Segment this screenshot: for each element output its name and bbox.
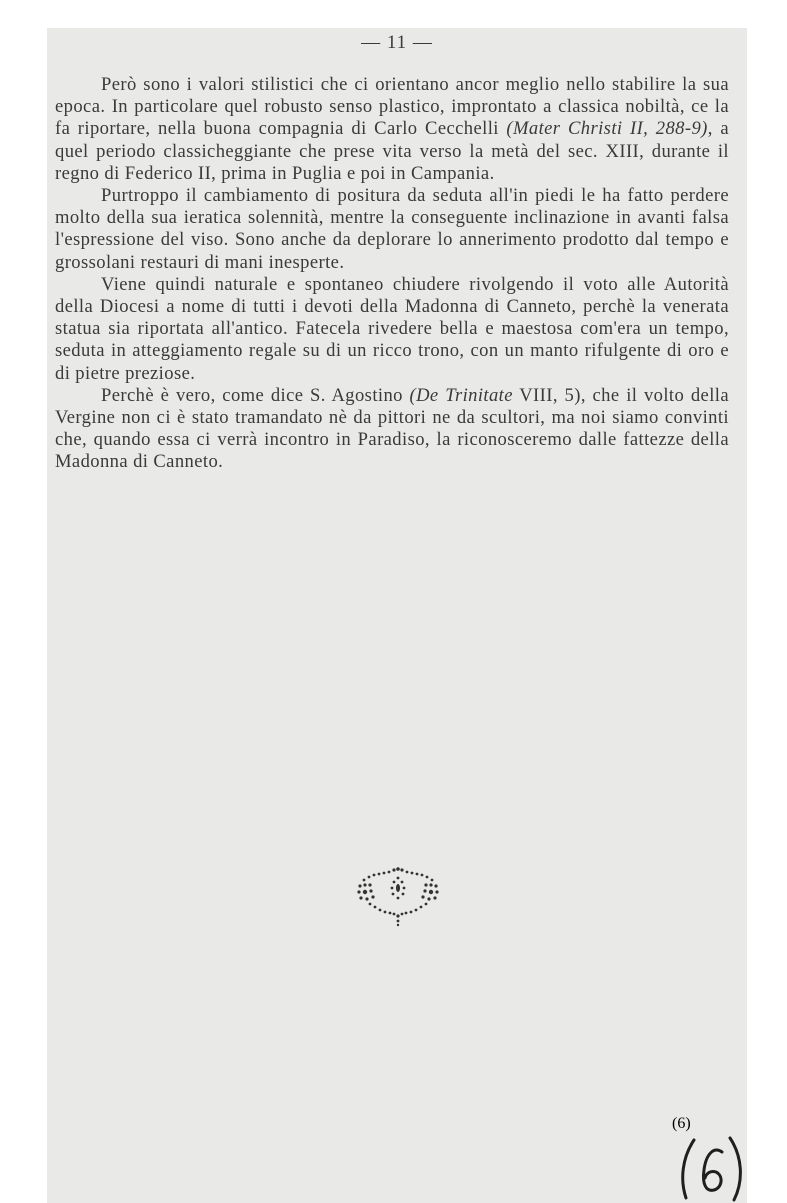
- citation-de-trinitate: (De Trinitate: [409, 384, 513, 406]
- paragraph-4-text-end: VIII, 5), che il volto della Vergine non ci è stato tramandato nè da pittori ne da scultori, ma noi siamo convinti che, quando essa ci verrà incontro in Paradiso, la riconosceremo dalle fattezze della Madonna di Canneto.: [55, 384, 729, 473]
- paper-sheet: [47, 28, 747, 1203]
- paragraph-4: [55, 385, 729, 474]
- handwritten-mark-text: (6): [672, 1115, 691, 1132]
- body-text: [55, 74, 729, 474]
- citation-mater-christi: (Mater Christi II, 288-9): [506, 118, 708, 140]
- ornament-icon: [350, 864, 446, 928]
- handwritten-page-mark: [672, 1115, 747, 1203]
- paragraph-4-text: Perchè è vero, come dice S. Agostino: [101, 384, 410, 406]
- paragraph-1-text-end: , a quel periodo classicheggiante che prese vita verso la metà del sec. XIII, durante il regno di Federico II, prima in Puglia e poi in Campania.: [55, 118, 729, 184]
- paragraph-3-text: Viene quindi naturale e spontaneo chiudere rivolgendo il voto alle Autorità della Diocesi a nome di tutti i devoti della Madonna di Canneto, perchè la venerata statua sia riportata all'antico. Fatecela rivedere bella e maestosa com'era un tempo, seduta in atteggiamento regale su di un ricco trono, con un manto rifulgente di oro e di pietre preziose.: [55, 273, 729, 384]
- paragraph-1-text: Però sono i valori stilistici che ci orientano ancor meglio nello stabilire la sua epoca. In particolare quel robusto senso plastico, improntato a classica nobiltà, ce la fa riportare, nella buona compagnia di Carlo Cecchelli: [55, 74, 729, 140]
- paragraph-2: [55, 185, 729, 274]
- paragraph-2-text: Purtroppo il cambiamento di positura da seduta all'in piedi le ha fatto perdere molto della sua ieratica solennità, mentre la conseguente inclinazione in avanti falsa l'espressione del viso. Sono anche da deplorare lo annerimento prodotto dal tempo e grossolani restauri di mani inesperte.: [55, 185, 729, 273]
- paragraph-3: [55, 274, 729, 385]
- paragraph-1: [55, 74, 729, 185]
- page-number: — 11 —: [361, 32, 433, 53]
